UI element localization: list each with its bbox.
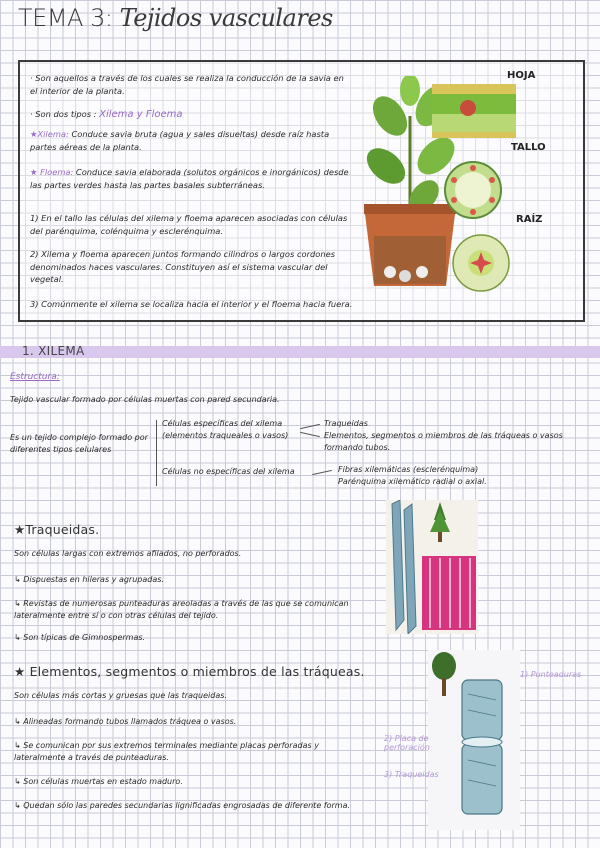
branch1-b: Elementos, segmentos o miembros de las tráqueas o vasos formando tubos. (324, 431, 563, 452)
branch1-arrow-b (300, 432, 320, 437)
branch2-a: Fibras xilemáticas (esclerénquima) (338, 465, 479, 474)
ann-traqueidas: 3) Traqueidas (384, 770, 439, 779)
branch2-b: Parénquima xilemático radial o axial. (338, 477, 487, 486)
vessel-illustration (428, 650, 520, 830)
estructura-line1: Tejido vascular formado por células muertas con pared secundaria. (10, 395, 280, 404)
traqueidas-illustration (386, 500, 478, 634)
traqueidas-l1: Son células largas con extremos afilados, no perforados. (14, 549, 242, 558)
elementos-l1: Son células más cortas y gruesas que las traqueidas. (14, 691, 227, 700)
intro-p5: 1) En el tallo las células del xilema y floema aparecen asociadas con células del parénquima, colénquima y esclerénquima. (30, 213, 348, 236)
branch2: Células no específicas del xilema (162, 467, 295, 476)
branch1: Células específicas del xilema (elementos traqueales o vasos) (162, 419, 289, 440)
intro-p7: 3) Comúnmente el xilema se localiza hacia el interior y el floema hacia fuera. (30, 299, 353, 309)
xilema-term: ★Xilema: (30, 129, 69, 139)
stem-section-diagram (440, 158, 506, 222)
traqueidas-l4: ↳ Son típicas de Gimnospermas. (14, 633, 146, 642)
leaf-section-diagram (428, 78, 520, 144)
floema-term: ★ Floema: (30, 167, 74, 177)
intro-p2 (30, 108, 350, 122)
branch2-arrow-a (312, 470, 332, 475)
title-script: Tejidos vasculares (119, 4, 333, 32)
elementos-l5: ↳ Quedan sólo las paredes secundarias lignificadas engrosadas de diferente forma. (14, 801, 351, 810)
section-title: 1. XILEMA (22, 344, 85, 358)
label-raiz: RAÍZ (516, 214, 543, 225)
elementos-l2: ↳ Alineadas formando tubos llamados tráquea o vasos. (14, 717, 237, 726)
estructura-label: Estructura: (10, 372, 60, 382)
intro-p3 (30, 128, 350, 153)
branch1-a: Traqueidas (324, 419, 368, 428)
elementos-l3: ↳ Se comunican por sus extremos terminales mediante placas perforadas y lateralmente a través de punteaduras. (14, 741, 319, 762)
intro-p4 (30, 166, 350, 191)
traqueidas-heading: ★Traqueidas. (14, 522, 100, 537)
label-hoja: HOJA (507, 70, 536, 81)
root-section-diagram (448, 230, 514, 296)
section-band (0, 346, 600, 358)
branch1-arrow-a (300, 424, 320, 429)
traqueidas-l2: ↳ Dispuestas en hileras y agrupadas. (14, 575, 164, 584)
ann-placa: 2) Placa de perforación (384, 734, 430, 752)
title-prefix: TEMA 3: (18, 4, 113, 32)
xilema-def: Conduce savia bruta (agua y sales disueltas) desde raíz hasta partes aéreas de la planta. (30, 129, 330, 152)
intro-p6: 2) Xilema y floema aparecen juntos formando cilindros o largos cordones denominados haces vasculares. Constituyen así el sistema vascular del vegetal. (30, 249, 336, 284)
intro-p2-types: Xilema y Floema (99, 109, 183, 120)
main-bracket (156, 420, 157, 486)
elementos-l4: ↳ Son células muertas en estado maduro. (14, 777, 183, 786)
page-title (18, 4, 333, 32)
ann-punteaduras: 1) Punteaduras (520, 670, 582, 679)
traqueidas-l3: ↳ Revistas de numerosas punteaduras areoladas a través de las que se comunican lateralmente entre sí o con otras células del tejido. (14, 599, 349, 620)
label-tallo: TALLO (511, 142, 546, 153)
intro-p1: · Son aquellos a través de los cuales se realiza la conducción de la savia en el interior de la planta. (30, 73, 344, 96)
intro-box (18, 60, 585, 322)
elementos-heading: ★ Elementos, segmentos o miembros de las tráqueas. (14, 664, 365, 679)
intro-p2-pre: · Son dos tipos : (30, 109, 100, 119)
floema-def: Conduce savia elaborada (solutos orgánicos e inorgánicos) desde las partes verdes hasta las partes basales subterráneas. (30, 167, 349, 190)
estructura-left: Es un tejido complejo formado por diferentes tipos celulares (10, 433, 148, 454)
